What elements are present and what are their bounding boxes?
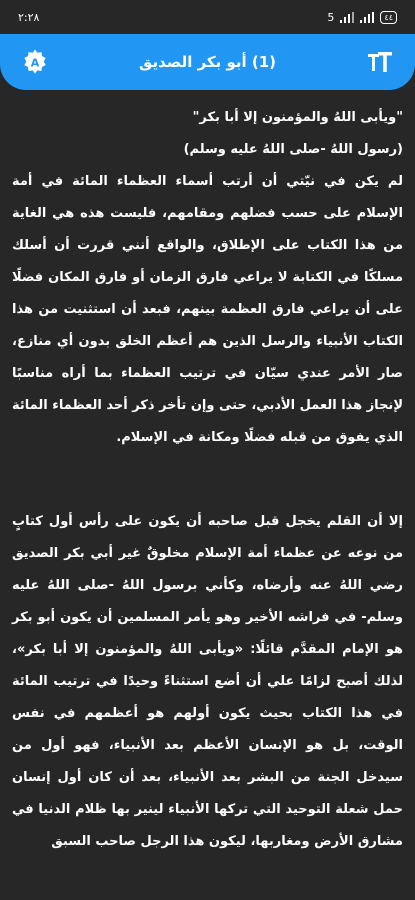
status-time: ٢:٢٨	[18, 10, 40, 24]
status-bar	[0, 0, 415, 34]
signal-2-icon	[360, 12, 374, 23]
page-title: (1) أبو بكر الصديق	[138, 53, 277, 71]
article-paragraph-2: إلا أن القلم يخجل قبل صاحبه أن يكون على رأس أول كتابٍ من نوعه عن عظماء أمة الإسلام مخلوقٌ غير أبي بكر الصديق رضي اللهُ عنه وأرضاه، وكأني برسول اللهُ -صلى اللهُ عليه وسلم- في فراشه الأخير وهو يأمر المسلمين أن يكون أبو بكر هو الإمام المقدَّم قائلًا: «ويأبى اللهُ والمؤمنون إلا أبا بكر»، لذلك أصبح لزامًا علي أن أضع استثناءً وحيدًا في ترتيب المائة في هذا الكتاب بحيث يكون أولهم هو أعظمهم في نفس الوقت، بل هو الإنسان الأعظم بعد الأنبياء، فهو أول من سيدخل الجنة من البشر بعد الأنبياء، بعد أن كان أول إنسان حمل شعلة التوحيد التي تركها الأنبياء لينير بها ظلام الدنيا في مشارق الأرض ومغاربها، ليكون هذا الرجل صاحب السبق	[12, 514, 403, 849]
article-content	[0, 90, 415, 858]
svg-text:A: A	[30, 56, 40, 70]
gear-a-icon	[22, 49, 48, 75]
status-icons	[327, 11, 397, 24]
article-paragraph-1: "ويأبى اللهُ والمؤمنون إلا أبا بكر" (رسول اللهُ -صلى اللهُ عليه وسلم) لم يكن في نيّتي أن أرتب أسماء العظماء المائة في أمة الإسلام على حسب فضلهم ومقامهم، فليست هذه هي الغاية من هذا الكتاب على الإطلاق، والواقع أنني قررت أن أسلك مسلكًا في الكتابة لا يراعي فارق الزمان أو فارق المكان فضلًا على أن يراعي فارق العظمة بينهم، فبعد أن استثنيت من هذا الكتاب الأنبياء والرسل الذين هم أعظم الخلق بدون أي منازع، صار الأمر عندي سيّان في ترتيب العظماء بما أراه مناسبًا لإنجاز هذا العمل الأدبي، حتى وإن تأخر ذكر أحد العظماء المائة الذي يفوق من قبله فضلًا ومكانة في الإسلام.	[12, 110, 403, 445]
settings-button[interactable]	[20, 47, 50, 77]
battery-icon: ٤٤	[380, 11, 397, 24]
network-indicator: 5	[327, 10, 335, 24]
paragraph-spacer	[12, 454, 403, 506]
text-size-icon	[367, 51, 393, 73]
text-size-button[interactable]	[365, 47, 395, 77]
signal-icon	[340, 12, 354, 23]
app-bar	[0, 34, 415, 90]
